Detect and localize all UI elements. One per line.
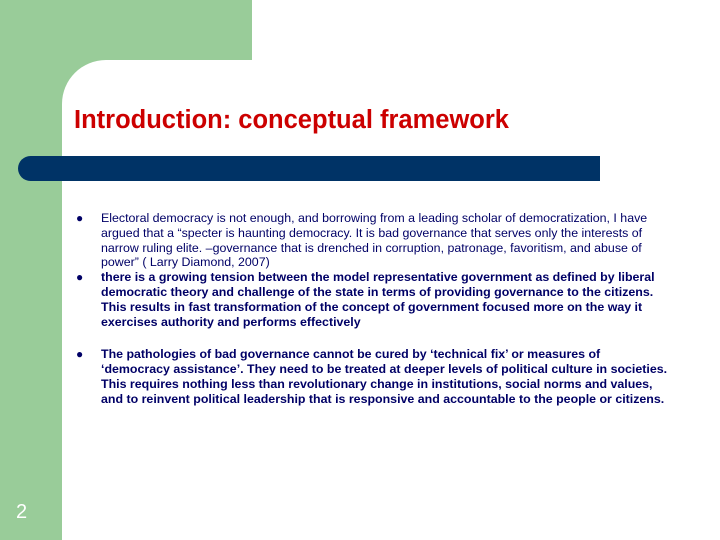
- title-underline-bar: [18, 156, 600, 181]
- bullet-text: The pathologies of bad governance cannot be cured by ‘technical fix’ or measures of ‘democracy assistance’. They need to be treated at deeper levels of political culture in societies. This requires nothing less than revolutionary change in institutions, social norms and values, and to reinvent political leadership that is responsive and accountable to the people or citizens.: [101, 347, 668, 406]
- slide-number: 2: [16, 501, 28, 523]
- bullet-text: Electoral democracy is not enough, and borrowing from a leading scholar of democratization, I have argued that a “specter is haunting democracy. It is bad governance that serves only the interests of narrow ruling elite. –governance that is drenched in corruption, patronage, favoritism, and abuse of power” ( Larry Diamond, 2007): [101, 211, 648, 270]
- bullet-item-3: [76, 347, 672, 406]
- bullet-item-2: [76, 270, 672, 329]
- bullet-text: there is a growing tension between the model representative government as defined by liberal democratic theory and challenge of the state in terms of providing governance to the citizens. This results in fast transformation of the concept of government focused more on the way it exercises authority and performs effectively: [101, 270, 655, 329]
- bullet-dot-icon: ●: [76, 347, 84, 362]
- bullet-item-1: [76, 211, 672, 270]
- bullet-dot-icon: ●: [76, 211, 84, 225]
- left-decoration-strip: [0, 0, 62, 540]
- slide-title: Introduction: conceptual framework: [74, 106, 509, 134]
- bullet-dot-icon: ●: [76, 270, 84, 285]
- bullet-list: [76, 211, 672, 407]
